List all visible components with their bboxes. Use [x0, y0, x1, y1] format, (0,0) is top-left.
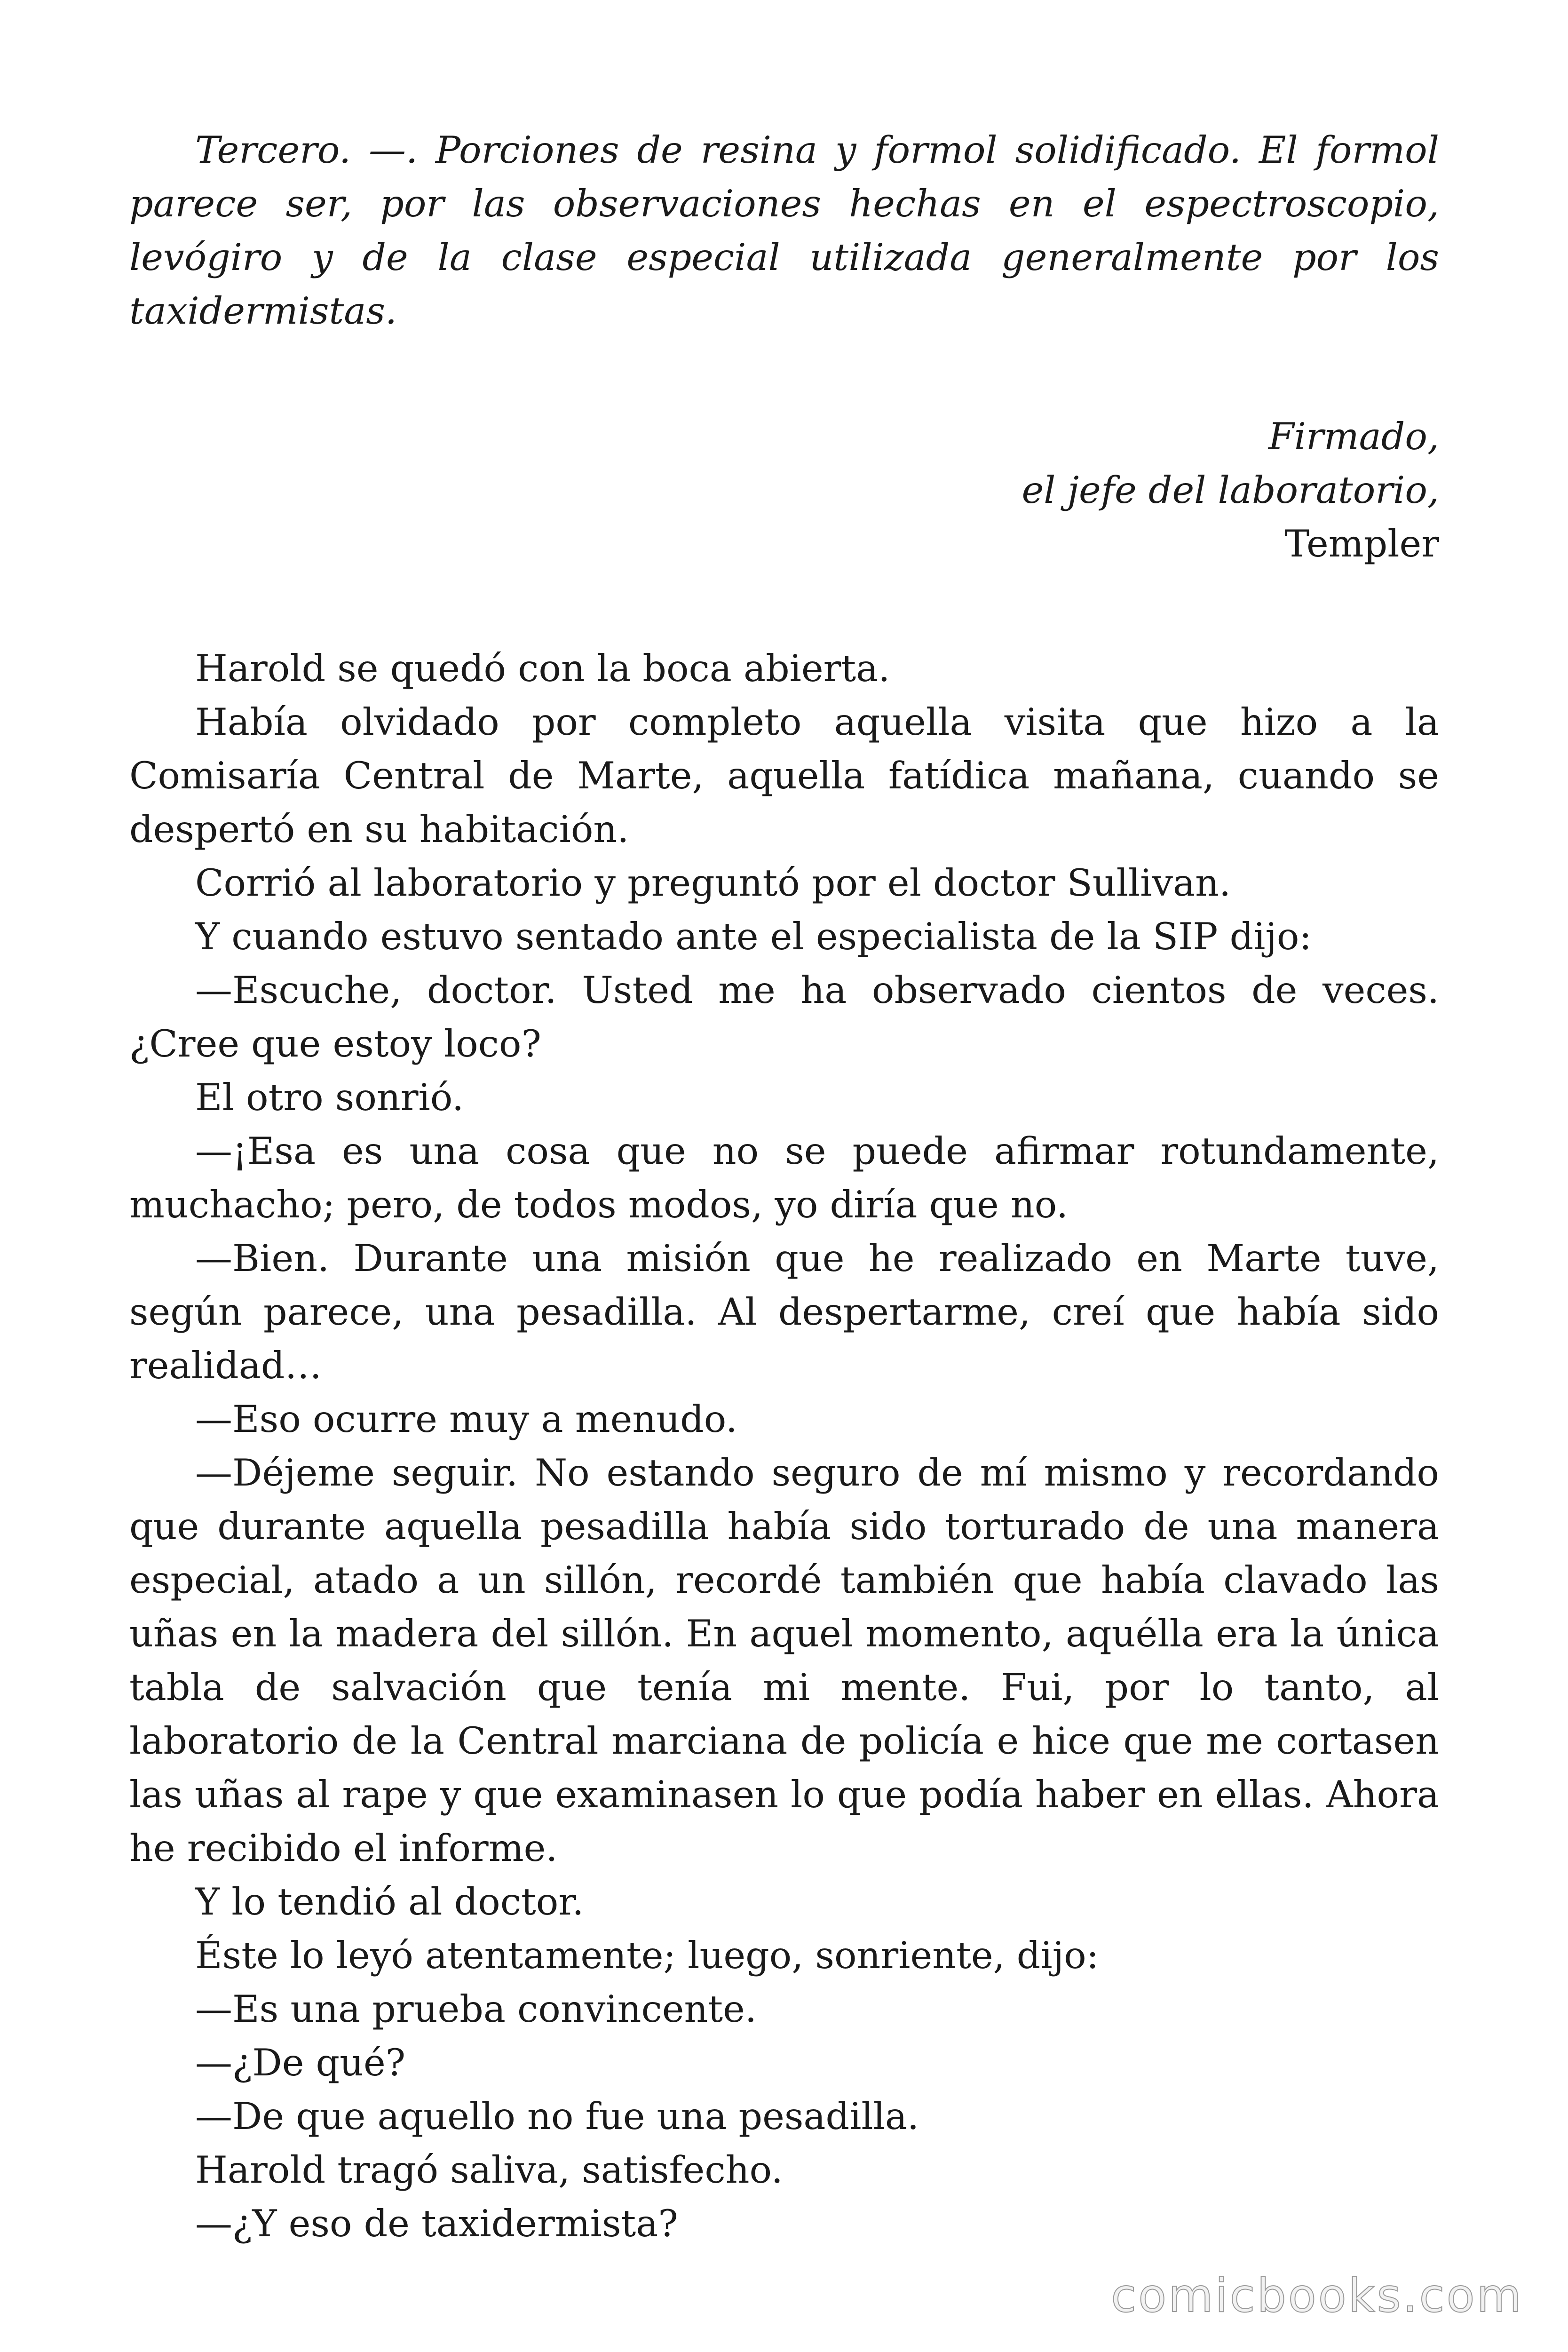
paragraph: —¿De qué? — [195, 2041, 406, 2084]
paragraph: Había olvidado por completo aquella visita que hizo a la Comisaría Central de Marte, aquella fatídica mañana, cuando se despertó en su habitación. — [129, 700, 1439, 851]
narrative-text — [129, 642, 1439, 2250]
paragraph: —De que aquello no fue una pesadilla. — [195, 2095, 919, 2138]
paragraph: Y lo tendió al doctor. — [195, 1880, 584, 1923]
book-page — [129, 123, 1439, 2250]
lab-report-paragraph: Tercero. —. Porciones de resina y formol solidificado. El formol parece ser, por las observaciones hechas en el espectroscopio, levógiro y de la clase especial utilizada generalmente por los taxidermistas. — [129, 128, 1439, 333]
paragraph: —Escuche, doctor. Usted me ha observado cientos de veces. ¿Cree que estoy loco? — [129, 969, 1439, 1065]
paragraph: —Eso ocurre muy a menudo. — [195, 1398, 737, 1441]
paragraph: Harold se quedó con la boca abierta. — [195, 647, 890, 690]
paragraph: Éste lo leyó atentamente; luego, sonriente, dijo: — [195, 1934, 1099, 1977]
signature-line-signed: Firmado, — [1268, 415, 1439, 458]
paragraph: —¿Y eso de taxidermista? — [195, 2202, 678, 2245]
signature-line-title: el jefe del laboratorio, — [1022, 469, 1439, 512]
paragraph: —Bien. Durante una misión que he realizado en Marte tuve, según parece, una pesadilla. Al despertarme, creí que había sido realidad… — [129, 1237, 1439, 1387]
paragraph: El otro sonrió. — [195, 1076, 464, 1119]
paragraph: Y cuando estuvo sentado ante el especialista de la SIP dijo: — [195, 915, 1312, 958]
signature-line-name: Templer — [1284, 522, 1439, 565]
paragraph: —Es una prueba convincente. — [195, 1987, 757, 2031]
paragraph: —¡Esa es una cosa que no se puede afirmar rotundamente, muchacho; pero, de todos modos, yo diría que no. — [129, 1129, 1439, 1226]
report-signature — [129, 410, 1439, 571]
paragraph: Corrió al laboratorio y preguntó por el doctor Sullivan. — [195, 861, 1231, 905]
paragraph: —Déjeme seguir. No estando seguro de mí mismo y recordando que durante aquella pesadilla había sido torturado de una manera especial, atado a un sillón, recordé también que había clavado las uñas en la madera del sillón. En aquel momento, aquélla era la única tabla de salvación que tenía mi mente. Fui, por lo tanto, al laboratorio de la Central marciana de policía e hice que me cortasen las uñas al rape y que examinasen lo que podía haber en ellas. Ahora he recibido el informe. — [129, 1451, 1439, 1870]
watermark: comicbooks.com — [1111, 2269, 1523, 2323]
paragraph: Harold tragó saliva, satisfecho. — [195, 2148, 783, 2192]
